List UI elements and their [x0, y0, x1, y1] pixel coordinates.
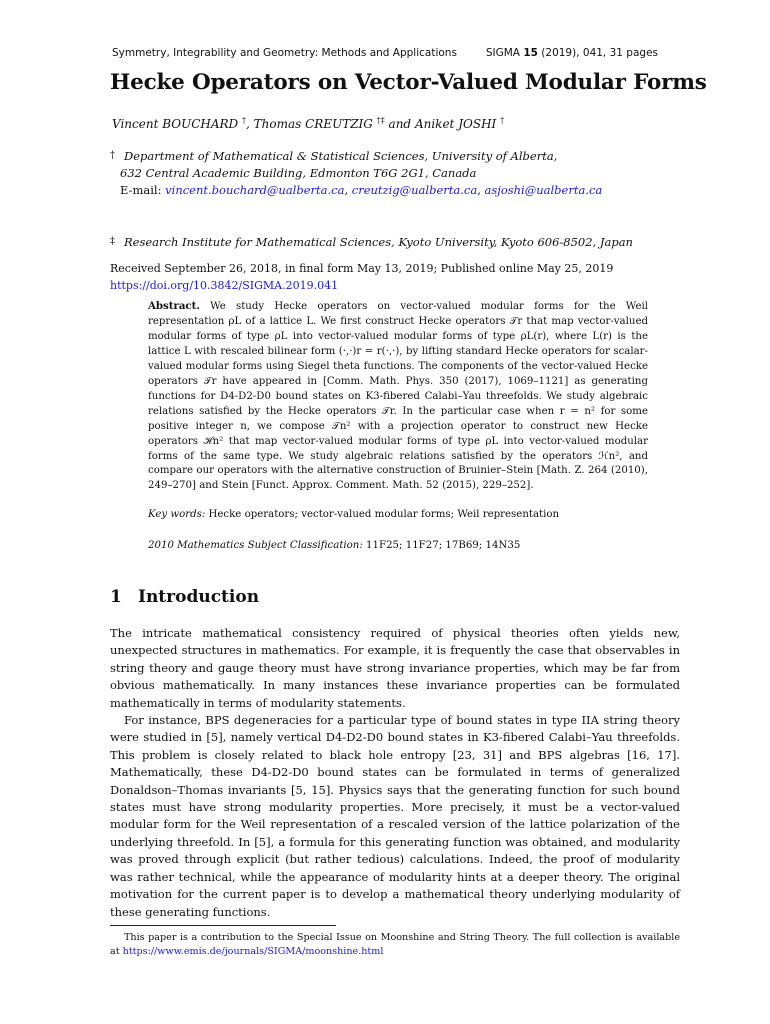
- citation: [486, 47, 658, 59]
- paragraph-1: The intricate mathematical consistency required of physical theories often yields new, unexpected structures in mathematics. For example, it is frequently the case that observables in string theory and gauge theory must have strong invariance properties, which may be far from obvious mathematically. In many instances these invariance properties can be formulated mathematically in terms of modularity statements.: [110, 626, 680, 710]
- email-link-creutzig[interactable]: creutzig@ualberta.ca: [351, 183, 478, 197]
- section-number: 1: [110, 587, 122, 607]
- msc-classification: [148, 540, 648, 551]
- citation-rest: (2019), 041, 31 pages: [541, 47, 658, 59]
- affiliation-1-line-2: 632 Central Academic Building, Edmonton T6G 2G1, Canada: [120, 166, 477, 180]
- publication-dates: [110, 260, 670, 294]
- section-heading: [110, 587, 259, 607]
- paragraph-2: For instance, BPS degeneracies for a particular type of bound states in type IIA string theory were studied in [5], namely vertical D4-D2-D0 bound states in K3-fibered Calabi–Yau threefolds. This problem is closely related to black hole entropy [23, 31] and BPS algebras [16, 17]. Mathematically, these D4-D2-D0 bound states can be formulated in terms of generalized Donaldson–Thomas invariants [5, 15]. Physics says that the generating function for such bound states must have strong modularity properties. More precisely, it must be a vector-valued modular form for the Weil representation of a rescaled version of the lattice polarization of the underlying threefold. In [5], a formula for this generating function was obtained, and modularity was proved through explicit (but rather tedious) calculations. Indeed, the proof of modularity was rather technical, while the appearance of modularity hints at a deeper theory. The original motivation for the current paper is to develop a mathematical theory underlying modularity of these generating functions.: [110, 713, 680, 919]
- author-list: [112, 116, 670, 131]
- footnote: [110, 931, 680, 959]
- footnote-link[interactable]: https://www.emis.de/journals/SIGMA/moonshine.html: [122, 946, 384, 957]
- keywords-label: Key words:: [148, 509, 206, 520]
- author-and: and: [388, 117, 412, 131]
- email-link-bouchard[interactable]: vincent.bouchard@ualberta.ca: [165, 183, 345, 197]
- author-separator: ,: [246, 117, 250, 131]
- abstract-text: We study Hecke operators on vector-valued modular forms for the Weil representation ρL of a lattice L. We first construct Hecke operators 𝒯r that map vector-valued modular forms of type ρL into vector-valued modular forms of type ρL(r), where L(r) is the lattice L with rescaled bilinear form (·,·)r = r(·,·), by lifting standard Hecke operators for scalar-valued modular forms using Siegel theta functions. The components of the vector-valued Hecke operators 𝒯r have appeared in [Comm. Math. Phys. 350 (2017), 1069–1121] as generating functions for D4-D2-D0 bound states on K3-fibered Calabi–Yau threefolds. We study algebraic relations satisfied by the Hecke operators 𝒯r. In the particular case when r = n² for some positive integer n, we compose 𝒯n² with a projection operator to construct new Hecke operators ℋn² that map vector-valued modular forms of type ρL into vector-valued modular forms of the same type. We study algebraic relations satisfied by the operators ℋn², and compare our operators with the alternative construction of Bruinier–Stein [Math. Z. 264 (2010), 249–270] and Stein [Funct. Approx. Comment. Math. 52 (2015), 229–252].: [148, 301, 648, 492]
- affiliation-2: [110, 233, 670, 251]
- author-3: Aniket JOSHI: [414, 117, 497, 131]
- running-head: [112, 47, 658, 59]
- author-2-mark: †‡: [376, 116, 385, 125]
- footnote-rule: [110, 925, 336, 926]
- author-2: Thomas CREUTZIG: [253, 117, 373, 131]
- abstract: [148, 299, 648, 494]
- affiliation-1-mark: †: [110, 150, 115, 161]
- citation-volume: 15: [523, 47, 538, 59]
- msc-label: 2010 Mathematics Subject Classification:: [148, 540, 363, 551]
- affiliation-2-line-1: Research Institute for Mathematical Sciences, Kyoto University, Kyoto 606-8502, Japan: [124, 235, 633, 249]
- affiliation-1: [110, 147, 670, 199]
- author-3-mark: †: [500, 116, 505, 125]
- affiliation-1-line-1: Department of Mathematical & Statistical Sciences, University of Alberta,: [124, 149, 558, 163]
- affiliation-2-mark: ‡: [110, 236, 115, 247]
- msc-text: 11F25; 11F27; 17B69; 14N35: [366, 540, 521, 551]
- author-1: Vincent BOUCHARD: [112, 117, 239, 131]
- dates-line: Received September 26, 2018, in final form May 13, 2019; Published online May 25, 2019: [110, 262, 614, 275]
- footnote-text: This paper is a contribution to the Special Issue on Moonshine and String Theory. The full collection is available at: [110, 932, 680, 957]
- keywords-text: Hecke operators; vector-valued modular forms; Weil representation: [208, 509, 560, 520]
- journal-name: Symmetry, Integrability and Geometry: Methods and Applications: [112, 47, 457, 59]
- affiliation-1-emails: E-mail: vincent.bouchard@ualberta.ca, creutzig@ualberta.ca, asjoshi@ualberta.ca: [120, 183, 603, 197]
- citation-prefix: SIGMA: [485, 47, 520, 59]
- section-body: [110, 625, 680, 921]
- email-link-joshi[interactable]: asjoshi@ualberta.ca: [484, 183, 603, 197]
- paper-title: Hecke Operators on Vector-Valued Modular Forms: [110, 70, 707, 95]
- keywords: [148, 509, 648, 520]
- doi-link[interactable]: https://doi.org/10.3842/SIGMA.2019.041: [110, 279, 339, 292]
- email-label: E-mail:: [120, 183, 162, 197]
- author-1-mark: †: [242, 116, 246, 125]
- section-title: Introduction: [138, 587, 260, 607]
- abstract-heading: Abstract.: [148, 300, 200, 312]
